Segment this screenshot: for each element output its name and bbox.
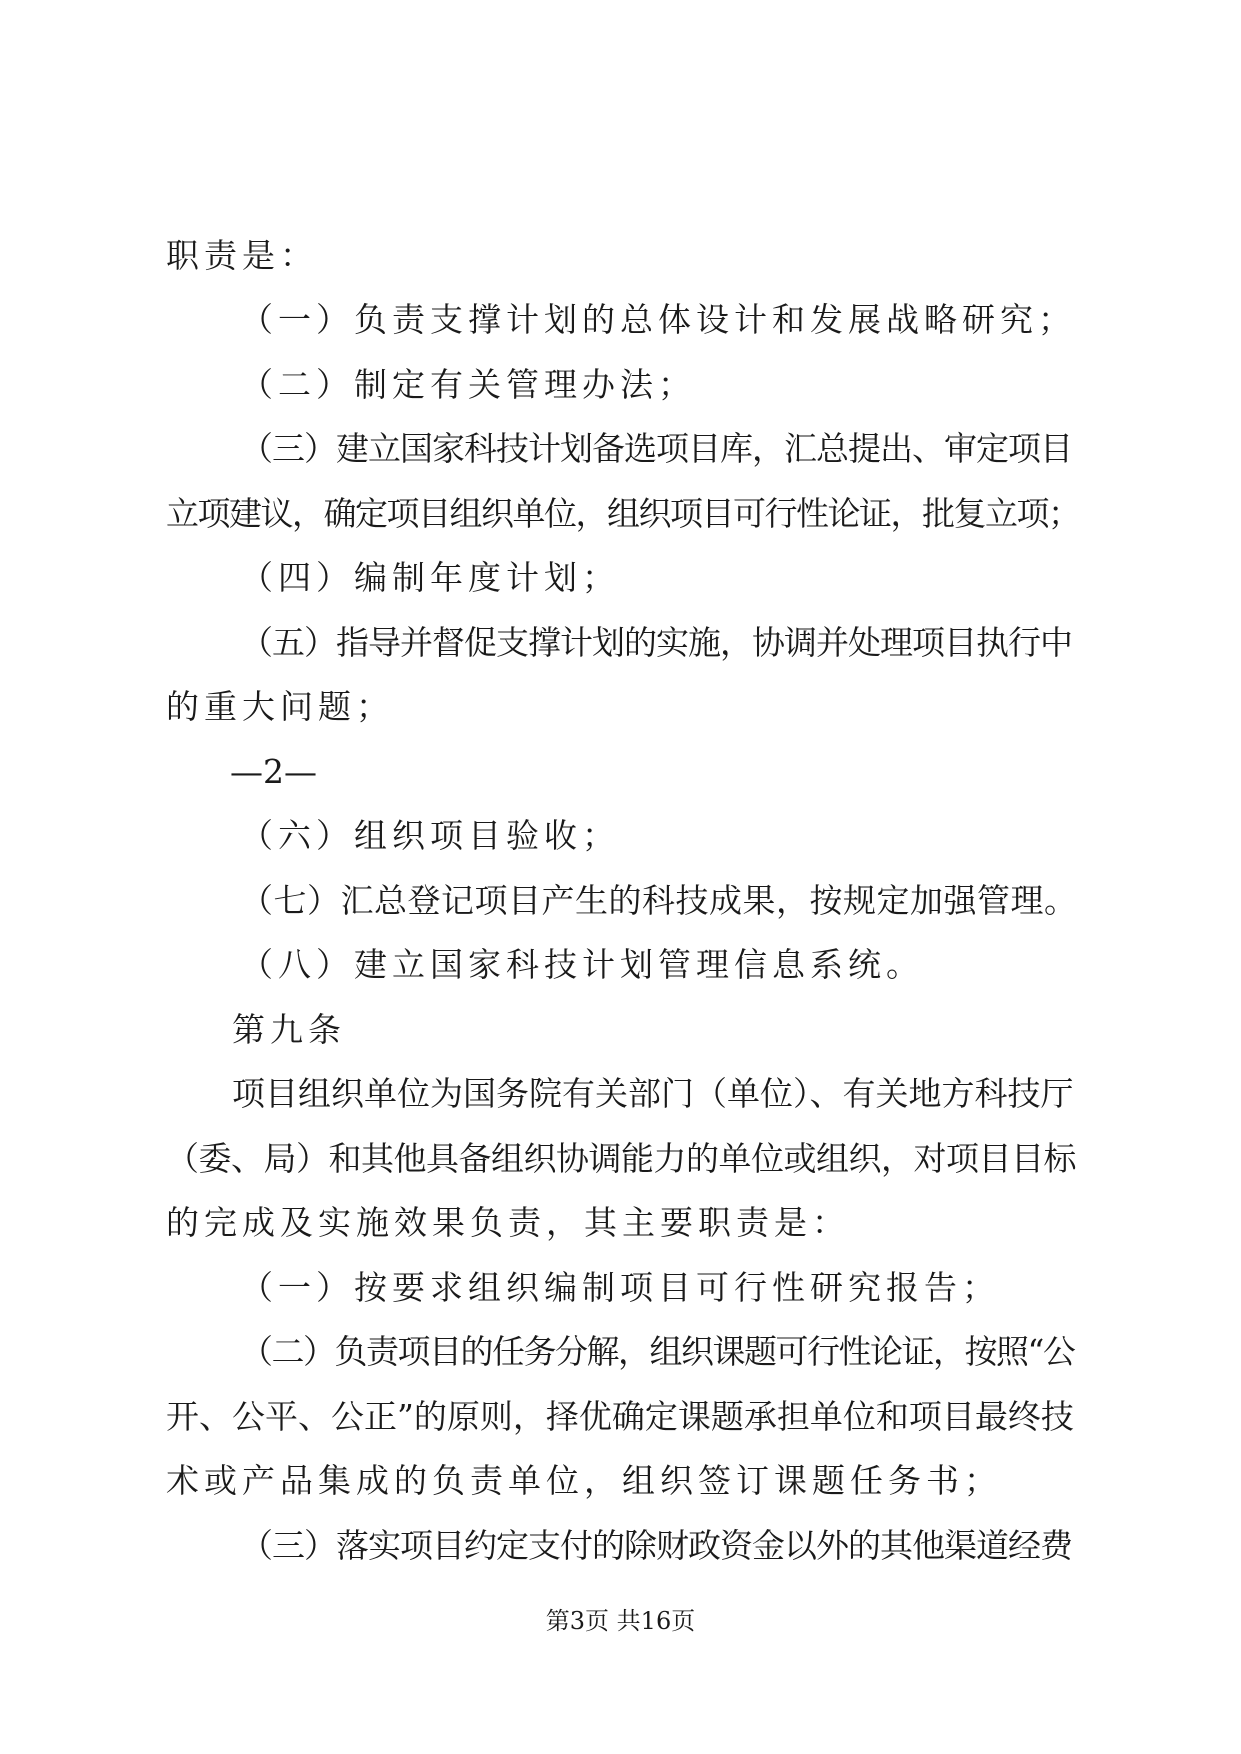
text-line: （八）建立国家科技计划管理信息系统。 bbox=[240, 945, 924, 984]
text-line: 立项建议，确定项目组织单位，组织项目可行性论证，批复立项； bbox=[166, 494, 1080, 533]
text-line: （二）制定有关管理办法； bbox=[240, 365, 696, 404]
text-line: （六）组织项目验收； bbox=[240, 816, 620, 855]
text-line: 职责是： bbox=[166, 236, 318, 275]
page-marker: —2— bbox=[230, 752, 317, 791]
text-line: （一）负责支撑计划的总体设计和发展战略研究； bbox=[240, 300, 1076, 339]
text-line: 项目组织单位为国务院有关部门（单位）、有关地方科技厅 bbox=[232, 1074, 1074, 1113]
page-number: 第3页 共16页 bbox=[545, 1607, 696, 1635]
text-line: （四）编制年度计划； bbox=[240, 558, 620, 597]
article-heading: 第九条 bbox=[232, 1010, 346, 1049]
text-line: （五）指导并督促支撑计划的实施，协调并处理项目执行中 bbox=[240, 623, 1072, 662]
text-line: （委、局）和其他具备组织协调能力的单位或组织，对项目目标 bbox=[166, 1139, 1076, 1178]
text-line: （三）落实项目约定支付的除财政资金以外的其他渠道经费 bbox=[240, 1526, 1072, 1565]
text-line: 的重大问题； bbox=[166, 687, 394, 726]
text-line: 的完成及实施效果负责，其主要职责是： bbox=[166, 1203, 850, 1242]
text-line: （七）汇总登记项目产生的科技成果，按规定加强管理。 bbox=[240, 881, 1078, 920]
text-line: （一）按要求组织编制项目可行性研究报告； bbox=[240, 1268, 1000, 1307]
text-line: （二）负责项目的任务分解，组织课题可行性论证，按照“公 bbox=[240, 1332, 1075, 1371]
text-line: 术或产品集成的负责单位，组织签订课题任务书； bbox=[166, 1461, 1002, 1500]
text-line: （三）建立国家科技计划备选项目库，汇总提出、审定项目 bbox=[240, 429, 1072, 468]
text-line: 开、公平、公正”的原则，择优确定课题承担单位和项目最终技 bbox=[166, 1397, 1074, 1436]
